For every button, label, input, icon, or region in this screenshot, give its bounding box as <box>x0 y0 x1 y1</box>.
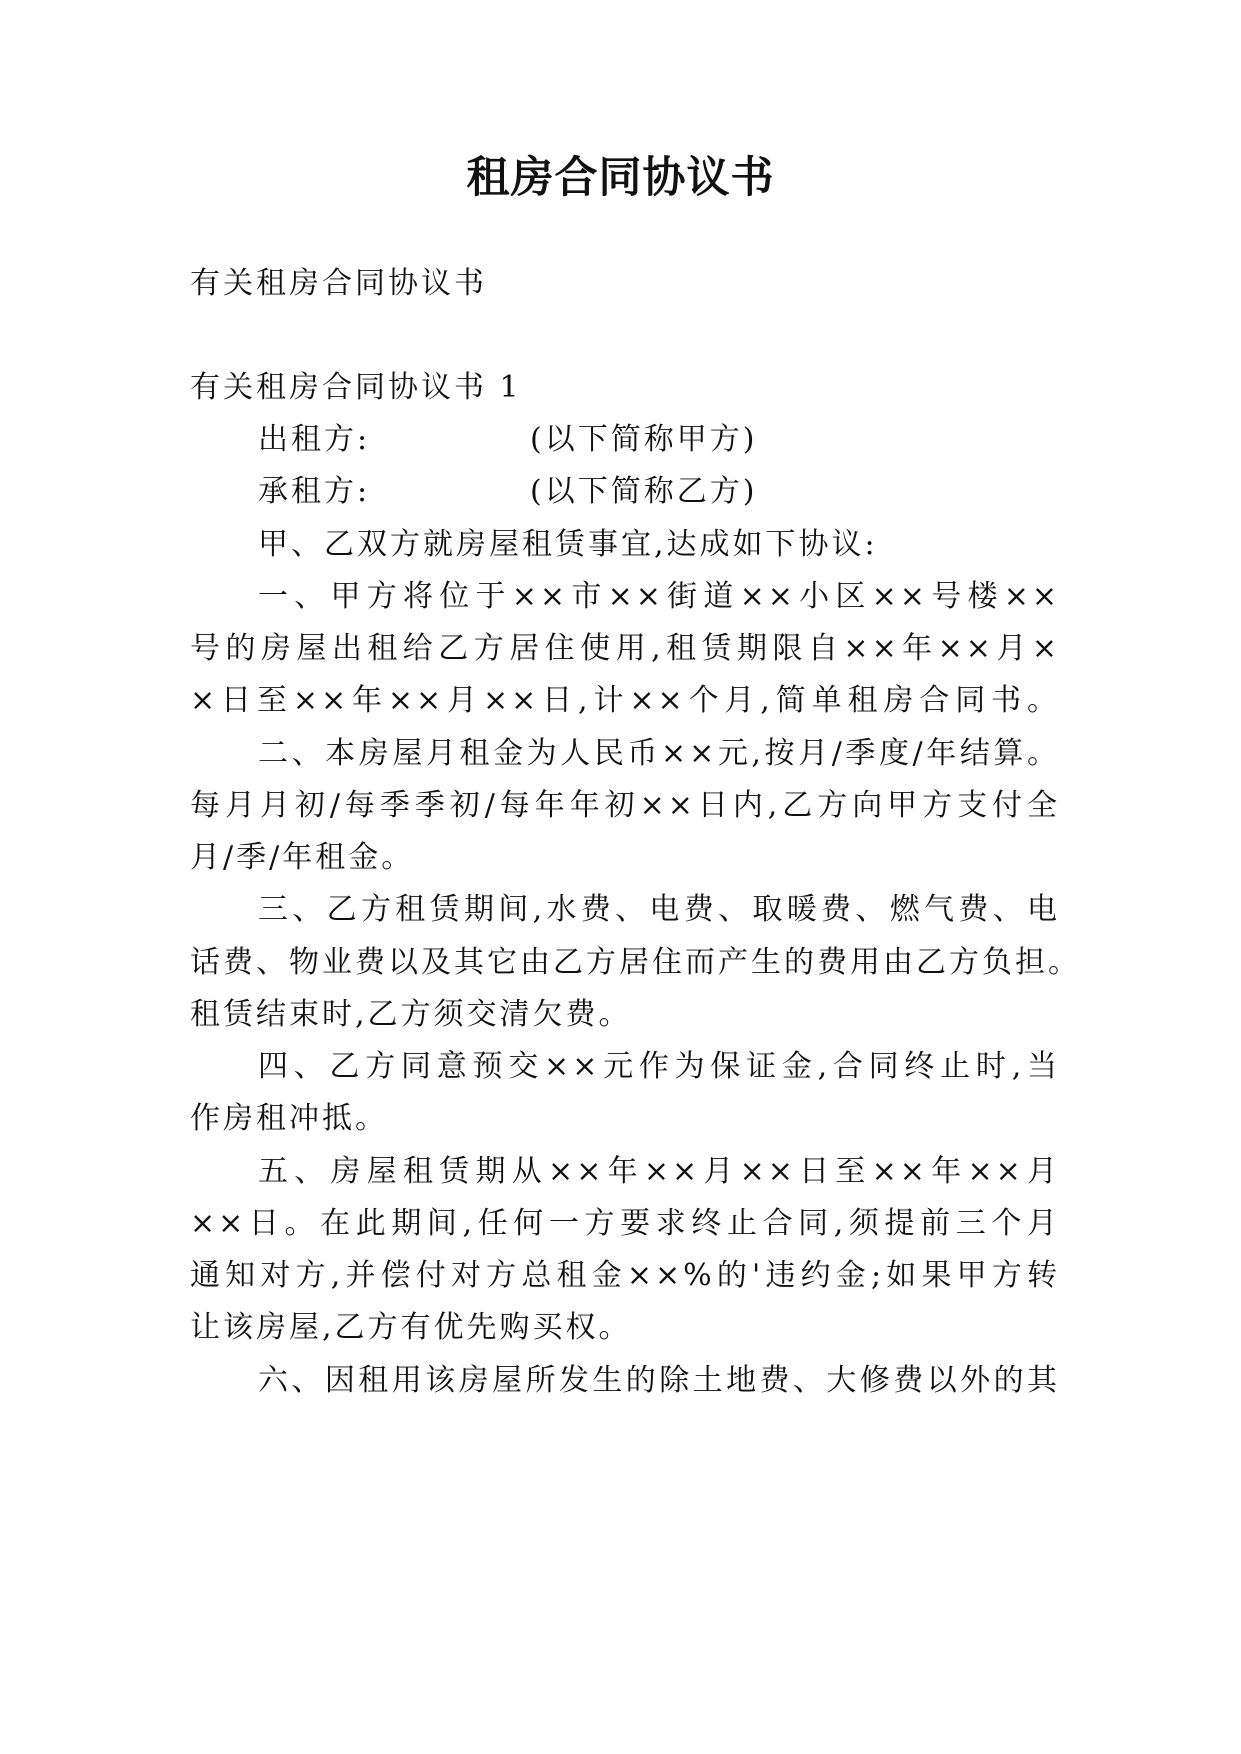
clause-6-line-1: 六、因租用该房屋所发生的除土地费、大修费以外的其 <box>258 1363 1060 1398</box>
agreement-intro: 甲、乙双方就房屋租赁事宜,达成如下协议: <box>258 527 878 562</box>
document-subtitle: 有关租房合同协议书 <box>190 266 487 301</box>
clause-2-line-2: 每月月初/每季季初/每年年初××日内,乙方向甲方支付全 <box>190 788 1060 823</box>
clause-1-line-1: 一、甲方将位于××市××街道××小区××号楼×× <box>258 579 1060 614</box>
lessor-label: 出租方: <box>258 422 371 457</box>
lessor-note: (以下简称甲方) <box>530 422 758 457</box>
clause-4-line-2: 作房租冲抵。 <box>190 1101 388 1136</box>
clause-1-line-3: ×日至××年××月××日,计××个月,简单租房合同书。 <box>190 683 1060 718</box>
clause-1-line-2: 号的房屋出租给乙方居住使用,租赁期限自××年××月× <box>190 631 1060 666</box>
clause-2-line-3: 月/季/年租金。 <box>190 840 415 875</box>
clause-5-line-2: ××日。在此期间,任何一方要求终止合同,须提前三个月 <box>190 1206 1060 1241</box>
clause-3-line-3: 租赁结束时,乙方须交清欠费。 <box>190 997 632 1032</box>
clause-2-line-1: 二、本房屋月租金为人民币××元,按月/季度/年结算。 <box>258 736 1060 771</box>
clause-4-line-1: 四、乙方同意预交××元作为保证金,合同终止时,当 <box>258 1049 1060 1084</box>
clause-5-line-3: 通知对方,并偿付对方总租金××%的'违约金;如果甲方转 <box>190 1258 1060 1293</box>
document-title: 租房合同协议书 <box>466 153 775 203</box>
clause-3-line-1: 三、乙方租赁期间,水费、电费、取暖费、燃气费、电 <box>258 892 1060 927</box>
party-lessor-line <box>258 420 1060 460</box>
lessee-label: 承租方: <box>258 474 371 509</box>
section-heading: 有关租房合同协议书 1 <box>190 370 522 405</box>
clause-3-line-2: 话费、物业费以及其它由乙方居住而产生的费用由乙方负担。 <box>190 945 1081 980</box>
lessee-note: (以下简称乙方) <box>530 474 758 509</box>
party-lessee-line <box>258 472 1060 512</box>
clause-5-line-1: 五、房屋租赁期从××年××月××日至××年××月 <box>258 1154 1060 1189</box>
clause-5-line-4: 让该房屋,乙方有优先购买权。 <box>190 1310 632 1345</box>
